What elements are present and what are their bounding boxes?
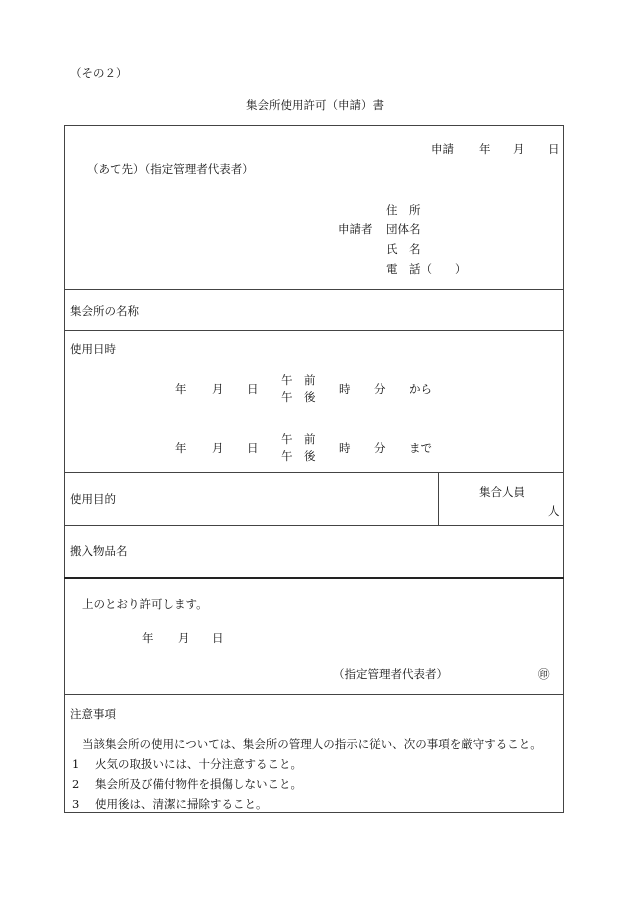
end-month-label: 月 — [212, 441, 224, 455]
end-year-label: 年 — [175, 441, 187, 455]
address-label: 住 所 — [386, 203, 421, 217]
page-title: 集会所使用許可（申請）書 — [246, 98, 384, 112]
approval-statement: 上のとおり許可します。 — [82, 597, 208, 611]
divider-attendees — [438, 472, 439, 525]
start-pm-label: 午 後 — [281, 390, 316, 404]
facility-name-label: 集会所の名称 — [70, 304, 139, 318]
note-number: 2 — [72, 777, 80, 791]
divider-facility — [64, 330, 564, 331]
end-pm-label: 午 後 — [281, 449, 316, 463]
approval-month-label: 月 — [178, 631, 190, 645]
start-am-label: 午 前 — [281, 373, 316, 387]
form-number: （その２） — [70, 66, 128, 80]
notes-intro: 当該集会所の使用については、集会所の管理人の指示に従い、次の事項を厳守すること。 — [82, 737, 542, 751]
end-am-label: 午 前 — [281, 432, 316, 446]
group-name-label: 団体名 — [386, 222, 421, 236]
application-month-label: 月 — [513, 142, 525, 156]
end-until-label: まで — [409, 441, 432, 455]
applicant-name-label: 氏 名 — [386, 242, 421, 256]
divider-items — [64, 577, 564, 579]
attendees-unit: 人 — [548, 504, 560, 518]
application-date-prefix: 申請 — [431, 142, 454, 156]
note-number: 1 — [72, 757, 80, 771]
addressee: （あて先）（指定管理者代表者） — [87, 162, 254, 176]
divider-application — [64, 289, 564, 290]
note-text: 火気の取扱いには、十分注意すること。 — [95, 757, 302, 771]
start-month-label: 月 — [212, 382, 224, 396]
applicant-label: 申請者 — [338, 222, 373, 236]
end-day-label: 日 — [247, 441, 259, 455]
application-year-label: 年 — [479, 142, 491, 156]
form-frame — [64, 125, 564, 813]
divider-purpose — [64, 525, 564, 526]
purpose-label: 使用目的 — [70, 492, 116, 506]
usage-time-label: 使用日時 — [70, 342, 116, 356]
start-minute-label: 分 — [374, 382, 386, 396]
approval-year-label: 年 — [142, 631, 154, 645]
phone-label: 電 話（ ） — [386, 262, 467, 276]
start-hour-label: 時 — [339, 382, 351, 396]
note-text: 使用後は、清潔に掃除すること。 — [95, 797, 268, 811]
approval-day-label: 日 — [212, 631, 224, 645]
seal-mark: ㊞ — [538, 667, 550, 681]
end-minute-label: 分 — [374, 441, 386, 455]
attendees-label: 集合人員 — [479, 485, 525, 499]
start-day-label: 日 — [247, 382, 259, 396]
notes-label: 注意事項 — [70, 707, 116, 721]
application-day-label: 日 — [548, 142, 560, 156]
end-hour-label: 時 — [339, 441, 351, 455]
start-from-label: から — [409, 382, 432, 396]
items-label: 搬入物品名 — [70, 544, 128, 558]
approval-manager-label: （指定管理者代表者） — [333, 667, 448, 681]
note-text: 集会所及び備付物件を損傷しないこと。 — [95, 777, 302, 791]
divider-approval — [64, 694, 564, 695]
divider-usage-time — [64, 472, 564, 473]
start-year-label: 年 — [175, 382, 187, 396]
note-number: 3 — [72, 797, 80, 811]
